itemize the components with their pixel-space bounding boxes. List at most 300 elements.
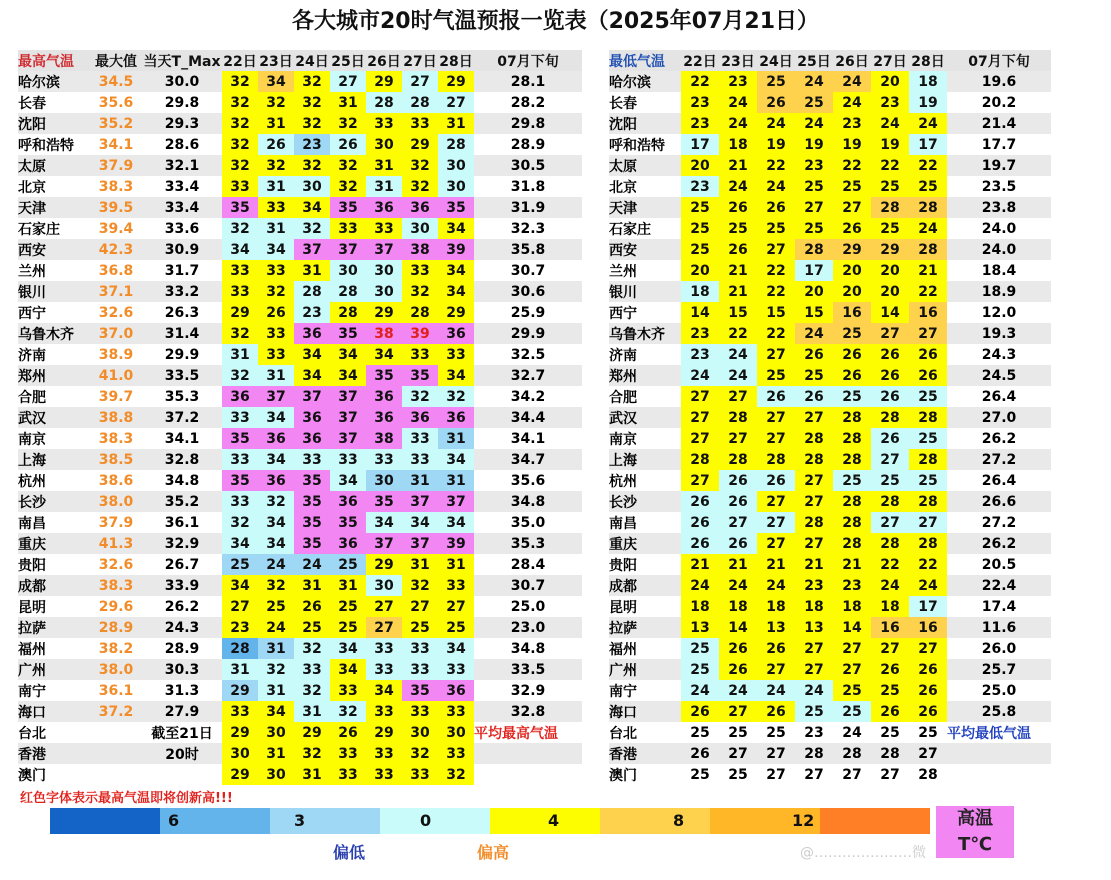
temp-cell: 19 bbox=[795, 134, 833, 155]
temp-cell: 27 bbox=[681, 428, 719, 449]
temp-cell: 25 bbox=[833, 470, 871, 491]
late-july-avg: 19.3 bbox=[947, 323, 1051, 344]
column-header: 07月下旬 bbox=[947, 50, 1051, 71]
temp-cell: 23 bbox=[795, 722, 833, 743]
temp-cell: 24 bbox=[909, 575, 947, 596]
temp-cell: 31 bbox=[222, 344, 258, 365]
table-row bbox=[18, 512, 582, 533]
city-name: 贵阳 bbox=[609, 554, 681, 575]
temp-cell: 37 bbox=[366, 533, 402, 554]
late-july-avg bbox=[474, 743, 582, 764]
temp-cell: 33 bbox=[294, 449, 330, 470]
temp-cell: 18 bbox=[909, 71, 947, 92]
today-max: 29.8 bbox=[142, 92, 222, 113]
temp-cell: 32 bbox=[438, 764, 474, 785]
legend-high-label: 偏高 bbox=[477, 843, 510, 862]
table-row bbox=[609, 743, 1051, 764]
temp-cell: 26 bbox=[871, 659, 909, 680]
temp-cell: 32 bbox=[222, 113, 258, 134]
temp-cell: 25 bbox=[909, 470, 947, 491]
today-max: 32.1 bbox=[142, 155, 222, 176]
late-july-avg: 20.5 bbox=[947, 554, 1051, 575]
temp-cell: 30 bbox=[438, 722, 474, 743]
temp-cell: 26 bbox=[258, 302, 294, 323]
temp-cell: 28 bbox=[833, 428, 871, 449]
table-row bbox=[609, 575, 1051, 596]
city-name: 拉萨 bbox=[609, 617, 681, 638]
temp-cell: 21 bbox=[795, 554, 833, 575]
today-max: 31.3 bbox=[142, 680, 222, 701]
temp-cell: 17 bbox=[909, 134, 947, 155]
late-july-avg bbox=[474, 764, 582, 785]
temp-cell: 25 bbox=[871, 218, 909, 239]
legend-label: 6 bbox=[168, 811, 180, 830]
late-july-avg: 27.2 bbox=[947, 449, 1051, 470]
legend-low-label: 偏低 bbox=[333, 843, 366, 862]
table-row bbox=[609, 134, 1051, 155]
temp-cell: 22 bbox=[757, 260, 795, 281]
temp-cell: 31 bbox=[258, 743, 294, 764]
temp-cell: 34 bbox=[222, 239, 258, 260]
temp-cell: 32 bbox=[258, 491, 294, 512]
temp-cell: 20 bbox=[795, 281, 833, 302]
temp-cell: 31 bbox=[294, 701, 330, 722]
temp-cell: 28 bbox=[871, 491, 909, 512]
legend-hot-unit: T℃ bbox=[957, 834, 993, 855]
temp-cell: 25 bbox=[681, 764, 719, 785]
temp-cell: 33 bbox=[222, 491, 258, 512]
table-row bbox=[609, 407, 1051, 428]
temp-cell: 33 bbox=[222, 449, 258, 470]
temp-cell: 36 bbox=[294, 323, 330, 344]
late-july-avg: 32.7 bbox=[474, 365, 582, 386]
table-row bbox=[18, 386, 582, 407]
temp-cell: 28 bbox=[871, 407, 909, 428]
temp-cell: 33 bbox=[330, 764, 366, 785]
temp-cell: 27 bbox=[757, 407, 795, 428]
temp-cell: 27 bbox=[681, 470, 719, 491]
temp-cell: 33 bbox=[330, 743, 366, 764]
city-name: 成都 bbox=[609, 575, 681, 596]
city-name: 天津 bbox=[609, 197, 681, 218]
temp-cell: 34 bbox=[366, 512, 402, 533]
temp-cell: 27 bbox=[795, 659, 833, 680]
city-name: 拉萨 bbox=[18, 617, 90, 638]
temp-cell: 28 bbox=[833, 407, 871, 428]
temp-cell: 18 bbox=[757, 596, 795, 617]
table-row bbox=[18, 659, 582, 680]
city-name: 合肥 bbox=[18, 386, 90, 407]
late-july-avg: 34.2 bbox=[474, 386, 582, 407]
temp-cell: 34 bbox=[258, 407, 294, 428]
record-max bbox=[90, 743, 142, 764]
temp-cell: 25 bbox=[681, 659, 719, 680]
temp-cell: 33 bbox=[222, 260, 258, 281]
temp-cell: 28 bbox=[909, 533, 947, 554]
avg-min-note: 平均最低气温 bbox=[947, 722, 1051, 743]
temp-cell: 27 bbox=[909, 323, 947, 344]
late-july-avg: 24.0 bbox=[947, 218, 1051, 239]
temp-cell: 25 bbox=[681, 722, 719, 743]
temp-cell: 15 bbox=[719, 302, 757, 323]
table-row bbox=[609, 71, 1051, 92]
late-july-avg: 30.7 bbox=[474, 260, 582, 281]
temp-cell: 26 bbox=[757, 701, 795, 722]
temp-cell: 23 bbox=[681, 113, 719, 134]
city-name: 济南 bbox=[609, 344, 681, 365]
temp-cell: 27 bbox=[795, 407, 833, 428]
temp-cell: 32 bbox=[258, 659, 294, 680]
temp-cell: 22 bbox=[909, 281, 947, 302]
temp-cell: 31 bbox=[258, 113, 294, 134]
city-name: 长春 bbox=[18, 92, 90, 113]
temp-cell: 25 bbox=[833, 701, 871, 722]
today-max: 26.7 bbox=[142, 554, 222, 575]
temp-cell: 19 bbox=[871, 134, 909, 155]
temp-cell: 26 bbox=[871, 701, 909, 722]
temp-cell: 31 bbox=[438, 428, 474, 449]
table-row bbox=[609, 155, 1051, 176]
record-max: 39.5 bbox=[90, 197, 142, 218]
temp-cell: 31 bbox=[294, 764, 330, 785]
temp-cell: 33 bbox=[366, 701, 402, 722]
temp-cell: 30 bbox=[438, 176, 474, 197]
temp-cell: 34 bbox=[438, 449, 474, 470]
temp-cell: 28 bbox=[366, 92, 402, 113]
temp-cell: 29 bbox=[438, 71, 474, 92]
today-max: 37.2 bbox=[142, 407, 222, 428]
temp-cell: 22 bbox=[871, 554, 909, 575]
table-row bbox=[609, 680, 1051, 701]
temp-cell: 27 bbox=[871, 449, 909, 470]
temp-cell: 34 bbox=[330, 659, 366, 680]
temp-cell: 29 bbox=[366, 302, 402, 323]
temp-cell: 27 bbox=[757, 239, 795, 260]
temp-cell: 31 bbox=[402, 470, 438, 491]
table-row bbox=[18, 92, 582, 113]
temp-cell: 39 bbox=[438, 239, 474, 260]
city-name: 广州 bbox=[609, 659, 681, 680]
today-max: 30.9 bbox=[142, 239, 222, 260]
table-row bbox=[609, 218, 1051, 239]
temp-cell: 24 bbox=[719, 344, 757, 365]
temp-cell: 28 bbox=[833, 533, 871, 554]
temp-cell: 26 bbox=[795, 386, 833, 407]
temp-cell: 31 bbox=[222, 659, 258, 680]
temp-cell: 26 bbox=[871, 344, 909, 365]
temp-cell: 31 bbox=[258, 176, 294, 197]
temp-cell: 25 bbox=[757, 71, 795, 92]
temp-cell: 28 bbox=[871, 743, 909, 764]
column-header: 24日 bbox=[757, 50, 795, 71]
table-row bbox=[18, 491, 582, 512]
city-name: 海口 bbox=[18, 701, 90, 722]
temp-cell: 26 bbox=[330, 722, 366, 743]
temp-cell: 25 bbox=[795, 365, 833, 386]
city-name: 沈阳 bbox=[609, 113, 681, 134]
temp-cell: 28 bbox=[795, 428, 833, 449]
temp-cell: 30 bbox=[366, 260, 402, 281]
temp-cell: 22 bbox=[719, 323, 757, 344]
temp-cell: 35 bbox=[294, 491, 330, 512]
temp-cell: 35 bbox=[330, 197, 366, 218]
city-name: 上海 bbox=[609, 449, 681, 470]
temp-cell: 19 bbox=[909, 92, 947, 113]
table-row bbox=[609, 638, 1051, 659]
temp-cell: 25 bbox=[871, 722, 909, 743]
temp-cell: 18 bbox=[871, 596, 909, 617]
city-name: 长春 bbox=[609, 92, 681, 113]
temp-cell: 28 bbox=[909, 239, 947, 260]
temp-cell: 25 bbox=[833, 176, 871, 197]
temp-cell: 24 bbox=[757, 680, 795, 701]
temp-cell: 26 bbox=[719, 239, 757, 260]
record-max: 37.1 bbox=[90, 281, 142, 302]
city-name: 西宁 bbox=[18, 302, 90, 323]
temp-cell: 35 bbox=[366, 491, 402, 512]
temp-cell: 31 bbox=[366, 155, 402, 176]
city-name: 太原 bbox=[18, 155, 90, 176]
temp-cell: 17 bbox=[909, 596, 947, 617]
today-max: 33.4 bbox=[142, 176, 222, 197]
record-max: 35.2 bbox=[90, 113, 142, 134]
late-july-avg: 25.0 bbox=[947, 680, 1051, 701]
table-header bbox=[609, 50, 1051, 71]
temp-cell: 32 bbox=[294, 680, 330, 701]
temp-cell: 23 bbox=[719, 71, 757, 92]
temp-cell: 23 bbox=[294, 134, 330, 155]
temp-cell: 30 bbox=[402, 722, 438, 743]
table-row bbox=[609, 764, 1051, 785]
temp-cell: 27 bbox=[871, 323, 909, 344]
temp-cell: 29 bbox=[222, 722, 258, 743]
city-name: 南宁 bbox=[609, 680, 681, 701]
record-max: 37.2 bbox=[90, 701, 142, 722]
legend-label: 3 bbox=[294, 811, 306, 830]
city-name: 香港 bbox=[18, 743, 90, 764]
temp-cell: 33 bbox=[402, 449, 438, 470]
today-max: 33.4 bbox=[142, 197, 222, 218]
temp-cell: 25 bbox=[833, 323, 871, 344]
temp-cell: 26 bbox=[330, 134, 366, 155]
temp-cell: 22 bbox=[909, 155, 947, 176]
temp-cell: 32 bbox=[330, 113, 366, 134]
legend-seg-warm2 bbox=[600, 808, 710, 834]
today-max: 26.3 bbox=[142, 302, 222, 323]
late-july-avg: 31.9 bbox=[474, 197, 582, 218]
temp-cell: 32 bbox=[222, 71, 258, 92]
temp-cell: 32 bbox=[222, 134, 258, 155]
temp-cell: 14 bbox=[681, 302, 719, 323]
temp-cell: 16 bbox=[909, 617, 947, 638]
temp-cell: 24 bbox=[719, 365, 757, 386]
temp-cell: 27 bbox=[757, 428, 795, 449]
legend-seg-cold3 bbox=[270, 808, 380, 834]
temp-cell: 32 bbox=[294, 743, 330, 764]
table-header bbox=[18, 50, 582, 71]
late-july-avg: 28.4 bbox=[474, 554, 582, 575]
temp-cell: 25 bbox=[909, 176, 947, 197]
city-name: 兰州 bbox=[609, 260, 681, 281]
temp-cell: 27 bbox=[833, 659, 871, 680]
temp-cell: 32 bbox=[258, 575, 294, 596]
temp-cell: 28 bbox=[330, 281, 366, 302]
temp-cell: 38 bbox=[366, 428, 402, 449]
temp-cell: 34 bbox=[438, 218, 474, 239]
city-name: 石家庄 bbox=[18, 218, 90, 239]
legend-seg-warm4 bbox=[820, 808, 930, 834]
temp-cell: 26 bbox=[909, 365, 947, 386]
temp-cell: 20 bbox=[833, 260, 871, 281]
temp-cell: 21 bbox=[757, 554, 795, 575]
table-row bbox=[609, 596, 1051, 617]
record-max: 38.3 bbox=[90, 428, 142, 449]
table-row bbox=[609, 722, 1051, 743]
city-name: 北京 bbox=[609, 176, 681, 197]
table-row bbox=[18, 638, 582, 659]
late-july-avg: 30.7 bbox=[474, 575, 582, 596]
late-july-avg: 28.2 bbox=[474, 92, 582, 113]
temp-cell: 34 bbox=[258, 533, 294, 554]
temp-cell: 31 bbox=[294, 260, 330, 281]
temp-cell: 27 bbox=[757, 344, 795, 365]
temp-cell: 26 bbox=[681, 743, 719, 764]
city-name: 台北 bbox=[609, 722, 681, 743]
temp-cell: 31 bbox=[330, 575, 366, 596]
table-row bbox=[609, 617, 1051, 638]
temp-cell: 27 bbox=[757, 764, 795, 785]
late-july-avg: 18.4 bbox=[947, 260, 1051, 281]
column-header: 24日 bbox=[294, 50, 330, 71]
temp-cell: 29 bbox=[871, 239, 909, 260]
temp-cell: 27 bbox=[795, 638, 833, 659]
temp-cell: 27 bbox=[795, 533, 833, 554]
temp-cell: 27 bbox=[833, 197, 871, 218]
temp-cell: 18 bbox=[681, 281, 719, 302]
temp-cell: 36 bbox=[258, 428, 294, 449]
table-row bbox=[609, 344, 1051, 365]
temp-cell: 32 bbox=[402, 743, 438, 764]
late-july-avg: 27.2 bbox=[947, 512, 1051, 533]
temp-cell: 29 bbox=[438, 302, 474, 323]
temp-cell: 33 bbox=[330, 680, 366, 701]
table-row bbox=[609, 428, 1051, 449]
temp-cell: 32 bbox=[294, 155, 330, 176]
late-july-avg: 24.3 bbox=[947, 344, 1051, 365]
temp-cell: 25 bbox=[258, 596, 294, 617]
record-max: 38.0 bbox=[90, 659, 142, 680]
temp-cell: 17 bbox=[681, 134, 719, 155]
late-july-avg: 26.0 bbox=[947, 638, 1051, 659]
table-row bbox=[18, 281, 582, 302]
temp-cell: 37 bbox=[438, 491, 474, 512]
temp-cell: 27 bbox=[833, 764, 871, 785]
late-july-avg: 24.5 bbox=[947, 365, 1051, 386]
city-name: 福州 bbox=[609, 638, 681, 659]
temp-cell: 31 bbox=[438, 113, 474, 134]
temp-cell: 25 bbox=[294, 617, 330, 638]
column-header: 23日 bbox=[258, 50, 294, 71]
table-row bbox=[18, 449, 582, 470]
temp-cell: 25 bbox=[681, 197, 719, 218]
today-max: 31.4 bbox=[142, 323, 222, 344]
temp-cell: 36 bbox=[222, 386, 258, 407]
temp-cell: 34 bbox=[330, 470, 366, 491]
temp-cell: 33 bbox=[258, 323, 294, 344]
temp-cell: 34 bbox=[438, 281, 474, 302]
temp-cell: 14 bbox=[719, 617, 757, 638]
city-name: 澳门 bbox=[18, 764, 90, 785]
temp-cell: 20 bbox=[871, 71, 909, 92]
today-max: 31.7 bbox=[142, 260, 222, 281]
temp-cell: 27 bbox=[757, 659, 795, 680]
temp-cell: 35 bbox=[438, 197, 474, 218]
late-july-avg: 18.9 bbox=[947, 281, 1051, 302]
temp-cell: 25 bbox=[757, 365, 795, 386]
temp-cell: 23 bbox=[871, 92, 909, 113]
today-max: 34.8 bbox=[142, 470, 222, 491]
temp-cell: 37 bbox=[294, 386, 330, 407]
late-july-avg: 17.7 bbox=[947, 134, 1051, 155]
temp-cell: 26 bbox=[681, 701, 719, 722]
table-row bbox=[18, 743, 582, 764]
temp-cell: 38 bbox=[402, 239, 438, 260]
color-legend bbox=[50, 808, 930, 834]
temp-cell: 33 bbox=[366, 764, 402, 785]
temp-cell: 25 bbox=[795, 176, 833, 197]
temp-cell: 39 bbox=[438, 533, 474, 554]
temp-cell: 26 bbox=[258, 134, 294, 155]
city-name: 南宁 bbox=[18, 680, 90, 701]
temp-cell: 33 bbox=[222, 407, 258, 428]
temp-cell: 35 bbox=[294, 470, 330, 491]
temp-cell: 30 bbox=[258, 722, 294, 743]
temp-cell: 34 bbox=[366, 680, 402, 701]
temp-cell: 26 bbox=[719, 491, 757, 512]
temp-cell: 27 bbox=[719, 428, 757, 449]
temp-cell: 34 bbox=[330, 344, 366, 365]
today-max: 33.6 bbox=[142, 218, 222, 239]
temp-cell: 22 bbox=[757, 155, 795, 176]
temp-cell: 32 bbox=[222, 512, 258, 533]
temp-cell: 37 bbox=[402, 491, 438, 512]
temp-cell: 33 bbox=[222, 281, 258, 302]
today-max: 28.6 bbox=[142, 134, 222, 155]
temp-cell: 24 bbox=[258, 617, 294, 638]
city-name: 上海 bbox=[18, 449, 90, 470]
temp-cell: 37 bbox=[330, 239, 366, 260]
temp-cell: 26 bbox=[757, 197, 795, 218]
temp-cell: 25 bbox=[330, 596, 366, 617]
late-july-avg: 26.2 bbox=[947, 533, 1051, 554]
late-july-avg: 32.3 bbox=[474, 218, 582, 239]
temp-cell: 24 bbox=[871, 113, 909, 134]
late-july-avg: 34.4 bbox=[474, 407, 582, 428]
city-name: 沈阳 bbox=[18, 113, 90, 134]
late-july-avg: 34.8 bbox=[474, 491, 582, 512]
temp-cell: 27 bbox=[795, 470, 833, 491]
late-july-avg: 30.5 bbox=[474, 155, 582, 176]
today-max: 32.8 bbox=[142, 449, 222, 470]
legend-seg-warm1 bbox=[490, 808, 600, 834]
today-max: 29.9 bbox=[142, 344, 222, 365]
temp-cell: 25 bbox=[909, 722, 947, 743]
temp-cell: 32 bbox=[330, 176, 366, 197]
temp-cell: 17 bbox=[795, 260, 833, 281]
city-name: 海口 bbox=[609, 701, 681, 722]
city-name: 乌鲁木齐 bbox=[18, 323, 90, 344]
temp-cell: 26 bbox=[719, 533, 757, 554]
